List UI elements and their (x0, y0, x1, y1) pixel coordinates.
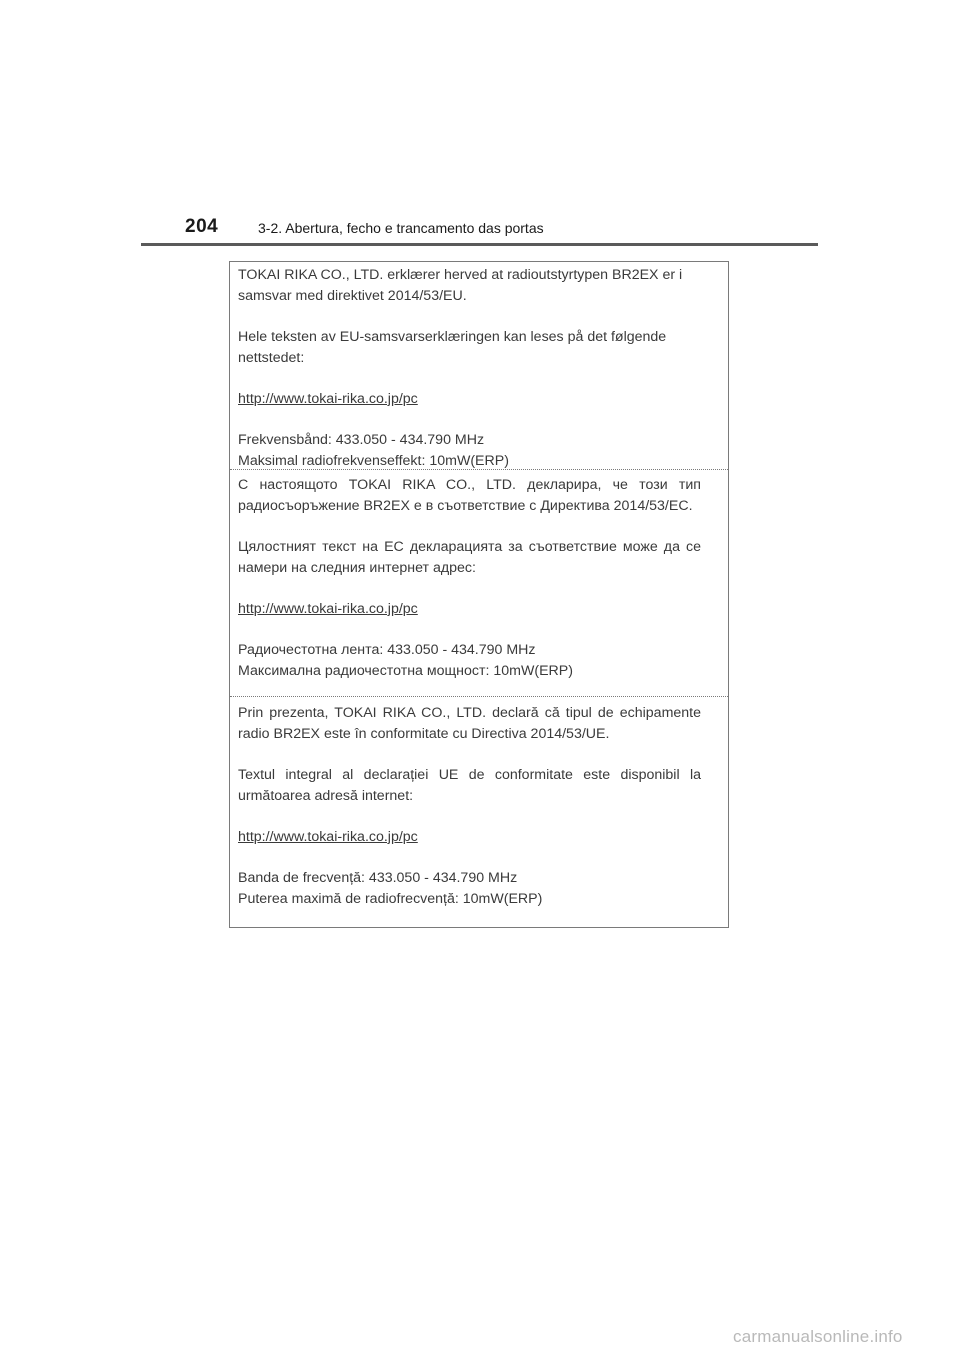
max-power: Puterea maximă de radiofrecvență: 10mW(ERP) (238, 891, 543, 907)
declaration-url-link[interactable]: http://www.tokai-rika.co.jp/pc (238, 601, 418, 617)
max-power: Максимална радиочестотна мощност: 10mW(ERP) (238, 663, 573, 679)
section-title: 3-2. Abertura, fecho e trancamento das portas (258, 220, 544, 236)
full-text-intro: Textul integral al declarației UE de conformitate este disponibil la următoarea adresă internet: (238, 767, 701, 804)
full-text-intro: Hele teksten av EU-samsvarserklæringen kan leses på det følgende nettstedet: (238, 329, 667, 366)
frequency-band: Banda de frecvență: 433.050 - 434.790 MHz (238, 870, 518, 886)
declaration-text: TOKAI RIKA CO., LTD. erklærer herved at radioutstyrtypen BR2EX er i samsvar med direktivet 2014/53/EU. (238, 267, 683, 304)
full-text-intro: Цялостният текст на ЕС декларацията за съответствие може да се намери на следния интернет адрес: (238, 539, 701, 576)
watermark: carmanualsonline.info (733, 1327, 903, 1346)
page-number: 204 (185, 216, 219, 237)
declaration-text: Prin prezenta, TOKAI RIKA CO., LTD. declară că tipul de echipamente radio BR2EX este în conformitate cu Directiva 2014/53/UE. (238, 705, 701, 742)
frequency-band: Радиочестотна лента: 433.050 - 434.790 MHz (238, 642, 536, 658)
declaration-block-norwegian (230, 262, 728, 469)
declaration-url-link[interactable]: http://www.tokai-rika.co.jp/pc (238, 829, 418, 845)
declaration-block-bulgarian (230, 469, 728, 696)
declaration-box (229, 261, 729, 928)
declaration-text: С настоящото TOKAI RIKA CO., LTD. декларира, че този тип радиосъоръжение BR2EX е в съответствие с Директива 2014/53/ЕС. (238, 477, 701, 514)
header-rule (141, 243, 818, 246)
page-header (141, 212, 818, 246)
frequency-band: Frekvensbånd: 433.050 - 434.790 MHz (238, 432, 485, 448)
declaration-url-link[interactable]: http://www.tokai-rika.co.jp/pc (238, 391, 418, 407)
max-power: Maksimal radiofrekvenseffekt: 10mW(ERP) (238, 453, 509, 469)
declaration-block-romanian (230, 696, 728, 927)
